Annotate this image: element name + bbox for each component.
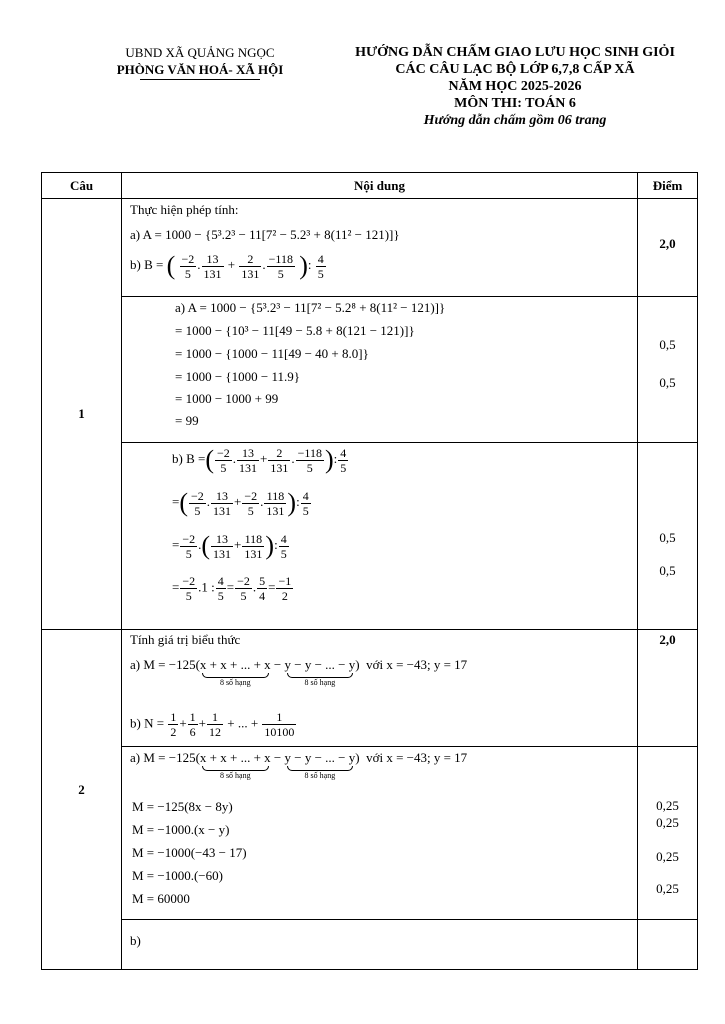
table-header-row — [42, 173, 698, 199]
office-name: PHÒNG VĂN HOÁ- XÃ HỘI — [116, 62, 284, 77]
points: 0,5 — [659, 563, 676, 578]
q2-prompt-cell — [122, 630, 638, 747]
q1-intro: Thực hiện phép tính: — [130, 202, 239, 217]
fraction — [168, 710, 178, 739]
header-noidung: Nội dung — [122, 173, 638, 199]
y-group: y − y − ... − y — [284, 657, 356, 672]
op: + — [234, 536, 242, 552]
school-year: NĂM HỌC 2025-2026 — [448, 79, 582, 94]
points: 0,5 — [659, 337, 676, 352]
q2-a-lead: a) M = −125( — [130, 657, 200, 672]
subject: MÔN THI: TOÁN 6 — [454, 96, 576, 111]
op: . — [252, 579, 257, 595]
points: 0,25 — [656, 849, 679, 864]
q2-b-prompt — [130, 710, 297, 739]
paren: ) — [287, 488, 297, 517]
op: . — [198, 536, 202, 552]
terms-label: 8 số hạng — [219, 678, 251, 687]
q1-sol-a-line: = 99 — [175, 413, 199, 428]
q1-a-prompt: a) A = 1000 − {5³.2³ − 11[7² − 5.2³ + 8(11² − 121)]} — [130, 227, 400, 242]
numerator: 1 — [189, 710, 196, 724]
q2-sol-b-points-cell — [638, 920, 698, 970]
numerator: −2 — [237, 574, 250, 588]
page-count-note: Hướng dẫn chấm gồm 06 trang — [423, 113, 607, 128]
q2-sol-a-row — [42, 747, 698, 920]
numerator: −2 — [191, 488, 204, 503]
numerator: 4 — [317, 251, 324, 266]
denominator: 2 — [281, 589, 288, 603]
q2-condition: với x = −43; y = 17 — [366, 750, 468, 765]
q1-sol-a-line: a) A = 1000 − {5³.2³ − 11[7² − 5.2⁸ + 8(11² − 121)]} — [175, 300, 446, 315]
numerator: 118 — [242, 532, 264, 547]
numerator: 118 — [264, 489, 286, 504]
op: . — [206, 493, 211, 509]
q2-sol-b-cell — [122, 920, 638, 970]
numerator: 2 — [239, 252, 261, 267]
fraction — [301, 489, 311, 518]
underbrace-x — [200, 750, 271, 781]
numerator: −118 — [268, 251, 293, 266]
op: : — [274, 536, 278, 552]
q1-prompt-cell — [122, 199, 638, 297]
numerator: 4 — [280, 531, 287, 546]
q2-sol-a-line: M = −125(8x − 8y) — [132, 799, 233, 814]
denominator: 5 — [240, 589, 247, 603]
fraction — [207, 710, 223, 739]
q1-b-label: b) B = — [130, 256, 164, 272]
q1-prompt-row — [42, 199, 698, 297]
q1-sol-a-line: = 1000 − {1000 − 11[49 − 40 + 8.0]} — [175, 346, 369, 361]
q1-sol-a-line: = 1000 − {1000 − 11.9} — [175, 369, 300, 384]
points: 0,5 — [659, 530, 676, 545]
denominator: 5 — [277, 266, 284, 281]
op: + — [198, 715, 206, 731]
denominator: 5 — [220, 460, 227, 475]
paren: ( — [179, 488, 189, 517]
fraction — [237, 446, 259, 475]
op: − — [270, 657, 285, 672]
department-name: UBND XÃ QUẢNG NGỌC — [125, 45, 275, 60]
op: = — [268, 579, 276, 595]
q2-total-points: 2,0 — [659, 632, 676, 647]
fraction — [216, 574, 226, 603]
op: + ... + — [227, 715, 259, 731]
q1-sol-a-line: = 1000 − {10³ − 11[49 − 5.8 + 8(121 − 121)]} — [175, 323, 415, 338]
x-group: x + x + ... + x — [199, 657, 271, 672]
denominator: 5 — [280, 546, 287, 561]
doc-subtitle: CÁC CÂU LẠC BỘ LỚP 6,7,8 CẤP XÃ — [395, 62, 635, 77]
q1-sol-b-line — [172, 488, 312, 518]
numerator: −1 — [278, 574, 292, 588]
op: = — [172, 536, 180, 552]
fraction — [316, 252, 326, 281]
q2-number — [42, 630, 122, 970]
op: . — [291, 450, 295, 466]
denominator: 12 — [209, 725, 221, 739]
numerator: 2 — [268, 446, 290, 461]
q1-sol-b-line — [172, 445, 349, 475]
fraction — [257, 574, 267, 603]
doc-title: HƯỚNG DẪN CHẤM GIAO LƯU HỌC SINH GIỎI — [355, 45, 675, 60]
fraction — [188, 710, 198, 739]
q2-sol-a-restate — [130, 750, 467, 781]
denominator: 5 — [185, 546, 192, 561]
q2-sol-a-line: M = 60000 — [132, 891, 190, 906]
q2-sol-a-cell — [122, 747, 638, 920]
header-cau: Câu — [42, 173, 122, 199]
denominator: 5 — [317, 266, 324, 281]
op: : — [296, 493, 300, 509]
denominator: 131 — [244, 546, 263, 561]
op: + — [179, 715, 187, 731]
q1-sol-b-cell — [122, 443, 638, 630]
underbrace-x — [200, 657, 271, 688]
op: .1 : — [198, 579, 215, 595]
op: = — [172, 579, 180, 595]
y-group: y − y − ... − y — [284, 750, 356, 765]
q2-prompt-row — [42, 630, 698, 747]
underbrace-y — [285, 657, 356, 688]
numerator: −2 — [244, 488, 258, 503]
numerator: 13 — [202, 252, 224, 267]
fraction — [189, 489, 206, 518]
op: : — [333, 450, 338, 466]
q1-sol-a-row — [42, 297, 698, 443]
underbrace-y — [285, 750, 356, 781]
op: = — [172, 493, 180, 509]
denominator: 5 — [302, 503, 309, 518]
paren: ( — [166, 251, 176, 280]
q1-total-points: 2,0 — [659, 236, 676, 251]
x-group: x + x + ... + x — [199, 750, 271, 765]
terms-label: 8 số hạng — [304, 771, 336, 780]
op: . — [197, 256, 201, 272]
q2-b-lead: b) N = — [130, 715, 165, 731]
q1-total-cell — [638, 199, 698, 297]
denominator: 5 — [340, 460, 347, 475]
denominator: 6 — [189, 725, 196, 739]
denominator: 131 — [203, 266, 222, 281]
op: + — [260, 450, 268, 466]
numerator: 1 — [262, 710, 296, 725]
q1-b-prompt — [130, 251, 327, 281]
q2-sol-b-row — [42, 920, 698, 970]
denominator: 131 — [213, 503, 232, 518]
paren: ( — [201, 531, 211, 560]
op: . — [232, 450, 237, 466]
denominator: 131 — [270, 460, 289, 475]
numerator: 13 — [211, 489, 233, 504]
op: . — [262, 256, 266, 272]
op: . — [260, 493, 264, 509]
q2-condition: với x = −43; y = 17 — [366, 657, 468, 672]
terms-label: 8 số hạng — [219, 771, 251, 780]
op: ) — [355, 657, 360, 672]
denominator: 5 — [184, 266, 191, 281]
numerator: 1 — [207, 710, 223, 725]
denominator: 131 — [239, 460, 258, 475]
q2-total-cell — [638, 630, 698, 747]
q1-sol-a-cell — [122, 297, 638, 443]
fraction — [239, 252, 261, 281]
paren: ( — [205, 445, 215, 474]
numerator: −2 — [182, 574, 196, 588]
fraction — [279, 532, 289, 561]
numerator: −2 — [182, 531, 196, 546]
denominator: 131 — [241, 266, 260, 281]
denominator: 5 — [247, 503, 254, 518]
q1-number: 1 — [42, 199, 122, 630]
q2-intro: Tính giá trị biểu thức — [130, 632, 241, 647]
numerator: 1 — [170, 710, 177, 724]
points: 0,25 — [656, 881, 679, 896]
q1-sol-a-points-cell — [638, 297, 698, 443]
op: − — [270, 750, 285, 765]
fraction — [211, 489, 233, 518]
denominator: 5 — [217, 589, 224, 603]
numerator: 13 — [211, 532, 233, 547]
denominator: 131 — [266, 503, 285, 518]
q1-sol-b-line — [172, 531, 290, 561]
q1-sol-a-line: = 1000 − 1000 + 99 — [175, 391, 279, 406]
fraction — [338, 446, 348, 475]
fraction — [180, 532, 197, 561]
fraction — [276, 574, 293, 603]
q1-sol-b-line — [172, 574, 294, 603]
fraction — [211, 532, 233, 561]
denominator: 10100 — [264, 725, 295, 739]
q1-sol-b-points-cell — [638, 443, 698, 630]
numerator: −118 — [297, 445, 322, 460]
numerator: 4 — [302, 488, 309, 503]
denominator: 5 — [185, 589, 192, 603]
header-underline — [140, 79, 260, 80]
terms-label: 8 số hạng — [304, 678, 336, 687]
numerator: 13 — [237, 446, 259, 461]
op: + — [227, 256, 236, 272]
paren: ) — [299, 251, 308, 280]
numerator: 4 — [217, 574, 224, 588]
numerator: −2 — [217, 445, 230, 460]
header-diem: Điểm — [638, 173, 698, 199]
op: = — [226, 579, 235, 595]
points: 0,25 — [656, 815, 679, 830]
fraction — [264, 489, 286, 518]
q2-sol-a-line: M = −1000.(x − y) — [132, 822, 230, 837]
fraction — [235, 574, 252, 603]
paren: ) — [265, 531, 275, 560]
denominator: 4 — [259, 589, 266, 603]
fraction — [267, 252, 295, 281]
numerator: 4 — [340, 445, 347, 460]
q2-a-prompt — [130, 657, 467, 688]
q1-sol-b-row — [42, 443, 698, 630]
fraction — [215, 446, 232, 475]
fraction — [180, 252, 197, 281]
q2-a-lead: a) M = −125( — [130, 750, 200, 765]
q2-sol-b-label: b) — [130, 933, 141, 948]
numerator: 5 — [259, 574, 266, 588]
fraction — [268, 446, 290, 475]
fraction — [296, 446, 324, 475]
fraction — [242, 489, 259, 518]
fraction — [202, 252, 224, 281]
q1-b-label: b) B = — [172, 450, 206, 466]
denominator: 2 — [170, 725, 177, 739]
header-right — [330, 44, 700, 129]
fraction — [242, 532, 264, 561]
q2-sol-a-line: M = −1000.(−60) — [132, 868, 223, 883]
numerator: −2 — [181, 251, 195, 266]
points: 0,25 — [656, 798, 679, 813]
paren: ) — [324, 445, 334, 474]
denominator: 131 — [213, 546, 232, 561]
op: ) — [355, 750, 360, 765]
denominator: 5 — [306, 460, 313, 475]
grading-table — [41, 172, 698, 970]
q2-number-text: 2 — [78, 781, 85, 797]
q2-sol-a-line: M = −1000(−43 − 17) — [132, 845, 247, 860]
op: : — [307, 256, 312, 272]
denominator: 5 — [194, 503, 201, 518]
fraction — [180, 574, 197, 603]
fraction — [262, 710, 296, 739]
q2-sol-a-points-cell — [638, 747, 698, 920]
header-left — [100, 44, 300, 80]
op: + — [234, 493, 242, 509]
points: 0,5 — [659, 375, 676, 390]
